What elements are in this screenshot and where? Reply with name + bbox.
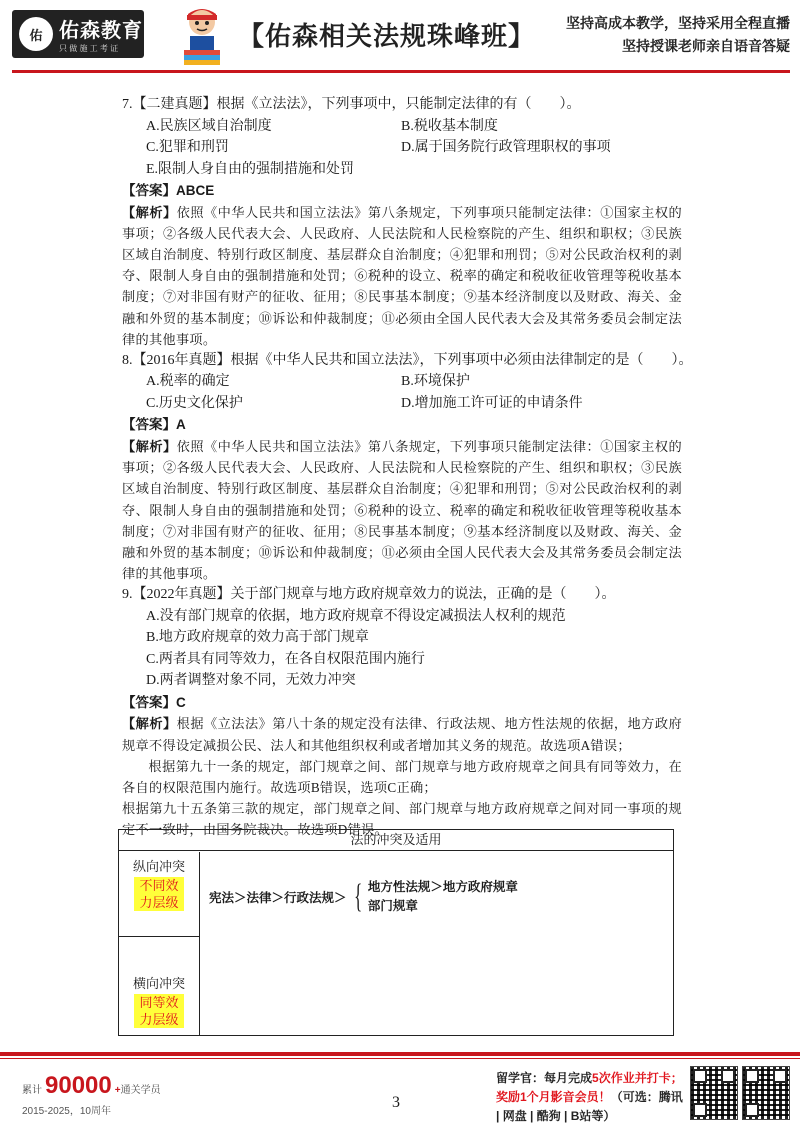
footer-divider-thin bbox=[0, 1058, 800, 1059]
analysis: 【解析】依照《中华人民共和国立法法》第八条规定，下列事项只能制定法律：①国家主权的事项；②各级人民代表大会、人民政府、人民法院和人民检察院的产生、组织和职权；③民族区域自治制度、特别行政区制度、基层群众自治制度；④犯罪和刑罚；⑤对公民政治权利的剥夺、限制人身自由的强制措施和处罚；⑥税种的设立、税率的确定和税收征收管理等税收基本制度；⑦对非国有财产的征收、征用；⑧民事基本制度；⑨基本经济制度以及财政、海关、金融和外贸的基本制度；⑩诉讼和仲裁制度；⑪必须由全国人民代表大会及其常务委员会制定法律的其他事项。 bbox=[122, 438, 682, 582]
option-a: A.民族区域自治制度 bbox=[146, 118, 272, 134]
logo-mark-icon: 佑 bbox=[19, 17, 53, 51]
vertical-conflict-cell bbox=[119, 852, 199, 937]
analysis-paragraph: 根据第九十一条的规定，部门规章之间、部门规章与地方政府规章之间具有同等效力，在各自的权限范围内施行。故选项B错误，选项C正确； bbox=[122, 758, 682, 795]
slogan-line-1: 坚持高成本教学，坚持采用全程直播 bbox=[566, 15, 790, 31]
qr-code-icon bbox=[690, 1066, 738, 1120]
question-9 bbox=[122, 584, 682, 840]
option-b: B.税收基本制度 bbox=[401, 118, 498, 134]
promo-text: 留学官：每月完成5次作业并打卡； 奖励1个月影音会员！（可选：腾讯 | 网盘 | 酷狗 | B站等） bbox=[496, 1071, 683, 1123]
hierarchy-chain bbox=[209, 878, 518, 916]
answer-line: 【答案】ABCE bbox=[122, 183, 215, 198]
table-title: 法的冲突及适用 bbox=[119, 830, 673, 851]
question-content bbox=[122, 94, 693, 841]
logo-name: 佑森教育 bbox=[59, 20, 143, 42]
highlight-tag: 不同效 力层级 bbox=[134, 877, 184, 911]
option-b: B.地方政府规章的效力高于部门规章 bbox=[146, 630, 369, 646]
option-b: B.环境保护 bbox=[401, 374, 470, 390]
option-d: D.增加施工许可证的申请条件 bbox=[401, 395, 583, 411]
branch-local: 地方性法规＞地方政府规章 bbox=[367, 880, 518, 894]
option-e: E.限制人身自由的强制措施和处罚 bbox=[146, 161, 355, 177]
option-d: D.属于国务院行政管理职权的事项 bbox=[401, 140, 611, 155]
conflict-table bbox=[118, 829, 674, 1036]
answer-line: 【答案】A bbox=[122, 417, 186, 433]
qr-code-icon bbox=[742, 1066, 790, 1120]
analysis-paragraph: 根据第九十五条第三款的规定，部门规章之间、部门规章与地方政府规章之间对同一事项的规定不一致时，由国务院裁决。故选项D错误。 bbox=[122, 801, 682, 838]
mascot-icon bbox=[178, 4, 226, 66]
page-number: 3 bbox=[392, 1094, 400, 1111]
brace-icon: { bbox=[353, 878, 362, 915]
answer-value: A bbox=[176, 417, 186, 433]
page-title: 【佑森相关法规珠峰班】 bbox=[238, 21, 536, 51]
question-stem: 9.【2022年真题】关于部门规章与地方政府规章效力的说法，正确的是（ ）。 bbox=[122, 587, 616, 603]
option-c: C.两者具有同等效力，在各自权限范围内施行 bbox=[146, 651, 425, 667]
question-8 bbox=[122, 350, 693, 584]
row-label: 纵向冲突 bbox=[132, 859, 185, 874]
student-stat: 累计 90000 + 通关学员 bbox=[22, 1072, 161, 1099]
footer-divider bbox=[0, 1052, 800, 1056]
option-c: C.历史文化保护 bbox=[146, 395, 243, 411]
analysis: 【解析】根据《立法法》第八十条的规定没有法律、行政法规、地方性法规的依据，地方政府规章不得设定减损公民、法人和其他组织权利或者增加其义务的规范。故选项A错误； bbox=[122, 716, 682, 753]
header-divider bbox=[12, 70, 790, 73]
row-label: 横向冲突 bbox=[132, 976, 185, 991]
highlight-tag: 同等效 力层级 bbox=[134, 994, 184, 1028]
question-stem: 8.【2016年真题】根据《中华人民共和国立法法》，下列事项中必须由法律制定的是（ ）。 bbox=[122, 352, 693, 368]
answer-value: ABCE bbox=[176, 183, 215, 198]
stat-number: 90000 bbox=[45, 1072, 112, 1099]
answer-value: C bbox=[176, 694, 186, 710]
branch-department: 部门规章 bbox=[367, 899, 418, 913]
option-d: D.两者调整对象不同，无效力冲突 bbox=[146, 673, 356, 689]
option-a: A.没有部门规章的依据，地方政府规章不得设定减损法人权利的规范 bbox=[146, 608, 566, 624]
horizontal-conflict-cell bbox=[119, 937, 199, 1035]
analysis: 【解析】依照《中华人民共和国立法法》第八条规定，下列事项只能制定法律：①国家主权的事项；②各级人民代表大会、人民政府、人民法院和人民检察院的产生、组织和职权；③民族区域自治制度、特别行政区制度、基层群众自治制度；④犯罪和刑罚；⑤对公民政治权利的剥夺、限制人身自由的强制措施和处罚；⑥税种的设立、税率的确定和税收征收管理等税收基本制度；⑦对非国有财产的征收、征用；⑧民事基本制度；⑨基本经济制度以及财政、海关、金融和外贸的基本制度；⑩诉讼和仲裁制度；⑪必须由全国人民代表大会及其常务委员会制定法律的其他事项。 bbox=[122, 204, 682, 347]
question-stem: 7.【二建真题】根据《立法法》，下列事项中，只能制定法律的有（ ）。 bbox=[122, 97, 581, 112]
slogan-line-2: 坚持授课老师亲自语音答疑 bbox=[622, 38, 790, 54]
question-7 bbox=[122, 94, 682, 350]
chain-text: 宪法＞法律＞行政法规＞ bbox=[209, 891, 347, 905]
page-header bbox=[0, 0, 800, 82]
brand-logo bbox=[12, 10, 144, 58]
stat-years: 2015-2025，10周年 bbox=[22, 1106, 111, 1117]
option-c: C.犯罪和刑罚 bbox=[146, 140, 229, 155]
answer-line: 【答案】C bbox=[122, 694, 186, 710]
option-a: A.税率的确定 bbox=[146, 374, 230, 390]
logo-tagline: 只 做 施 工 考 证 bbox=[59, 44, 119, 53]
